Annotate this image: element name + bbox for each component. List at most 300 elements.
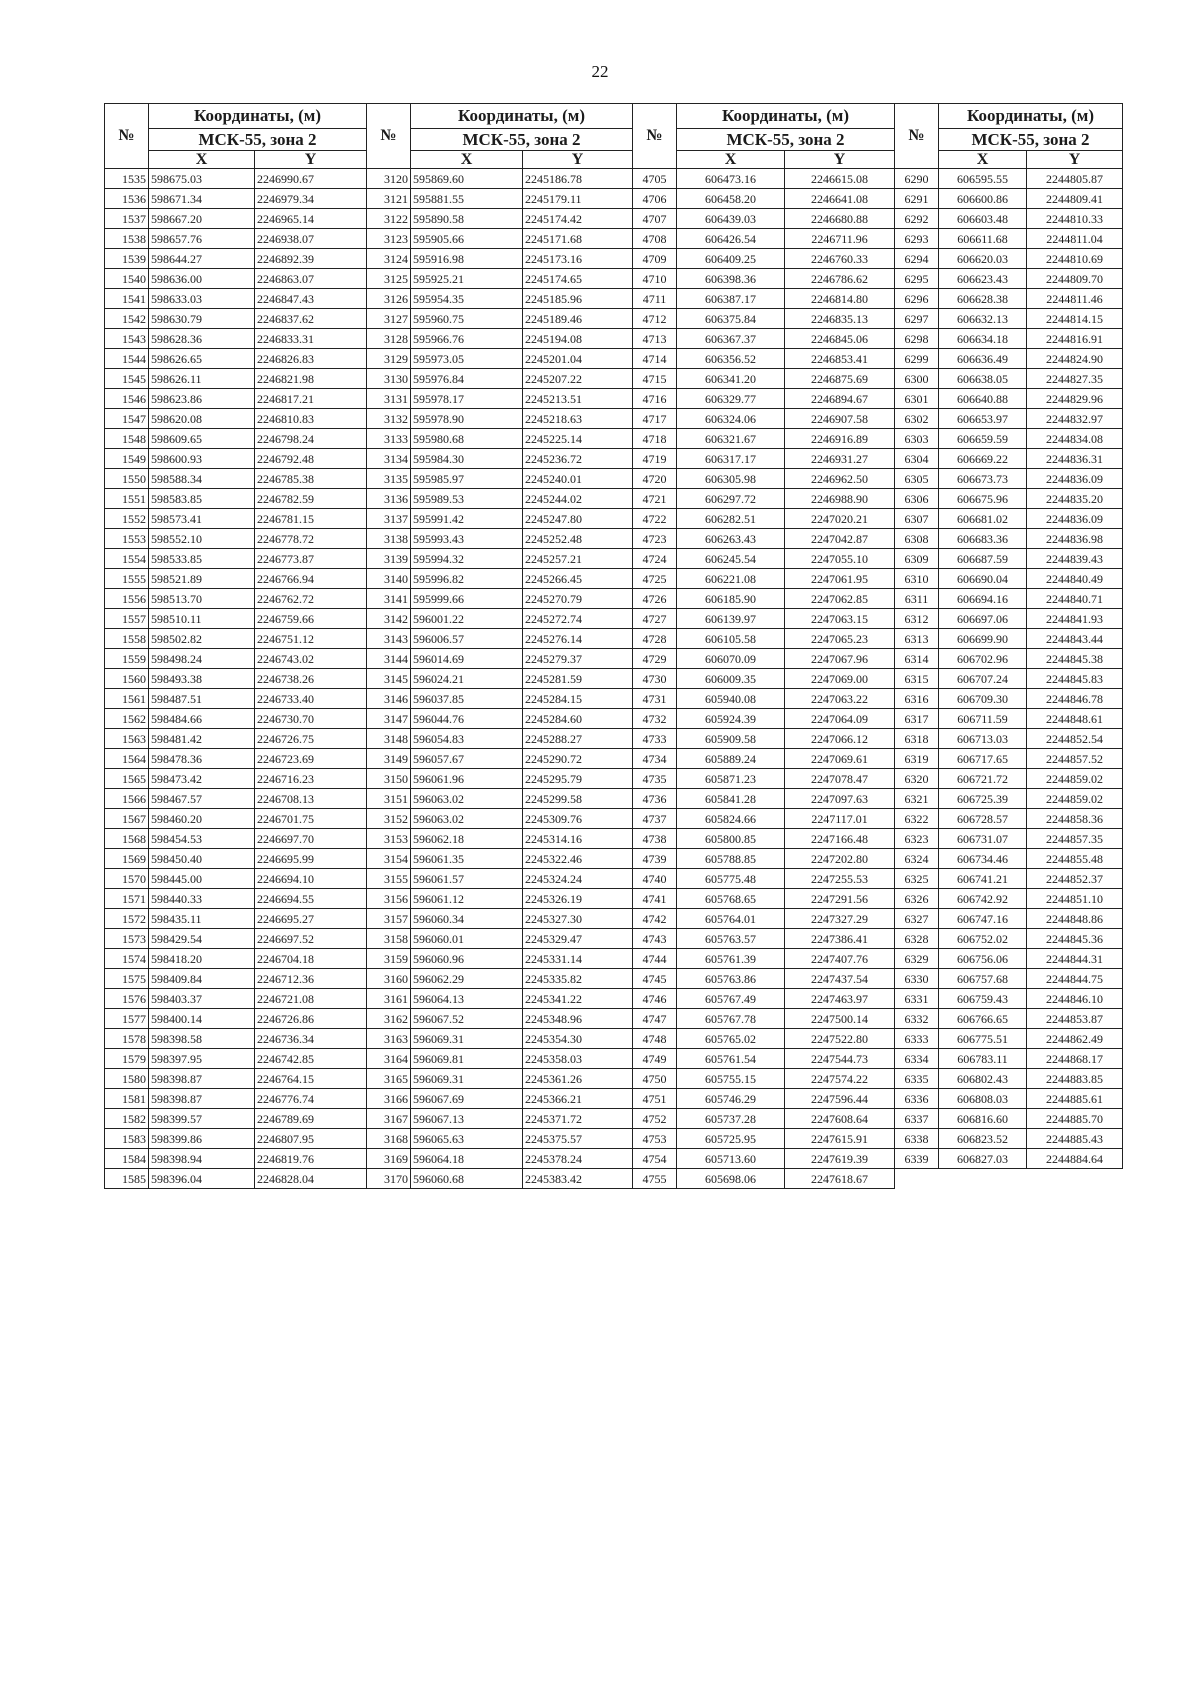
x-coordinate: 606638.05: [939, 369, 1027, 389]
point-number: 3127: [367, 309, 411, 329]
y-coordinate: 2245240.01: [523, 469, 633, 489]
y-coordinate: 2247055.10: [785, 549, 895, 569]
x-coordinate: 598396.04: [149, 1169, 255, 1189]
x-coordinate: 598573.41: [149, 509, 255, 529]
y-coordinate: 2244836.09: [1027, 469, 1123, 489]
point-number: 4728: [633, 629, 677, 649]
point-number: 6291: [895, 189, 939, 209]
point-number: 1546: [105, 389, 149, 409]
x-coordinate: 606620.03: [939, 249, 1027, 269]
point-number: 3167: [367, 1109, 411, 1129]
point-number: 1536: [105, 189, 149, 209]
x-coordinate: 606808.03: [939, 1089, 1027, 1109]
y-coordinate: 2246807.95: [255, 1129, 367, 1149]
x-coordinate: 606713.03: [939, 729, 1027, 749]
point-number: 4719: [633, 449, 677, 469]
x-coordinate: 605841.28: [677, 789, 785, 809]
y-coordinate: 2245201.04: [523, 349, 633, 369]
y-coordinate: 2246695.99: [255, 849, 367, 869]
x-coordinate: 596060.01: [411, 929, 523, 949]
x-coordinate: 606473.16: [677, 169, 785, 189]
y-coordinate: 2245375.57: [523, 1129, 633, 1149]
x-coordinate: 596067.69: [411, 1089, 523, 1109]
point-number: 4721: [633, 489, 677, 509]
point-number: 3152: [367, 809, 411, 829]
y-coordinate: 2244824.90: [1027, 349, 1123, 369]
y-coordinate: 2246916.89: [785, 429, 895, 449]
point-number: 6314: [895, 649, 939, 669]
point-number: 3158: [367, 929, 411, 949]
point-number: 6324: [895, 849, 939, 869]
y-coordinate: 2246826.83: [255, 349, 367, 369]
x-coordinate: 606699.90: [939, 629, 1027, 649]
point-number: 1548: [105, 429, 149, 449]
x-coordinate: 606329.77: [677, 389, 785, 409]
y-coordinate: 2247067.96: [785, 649, 895, 669]
point-number: 4742: [633, 909, 677, 929]
point-number: 1566: [105, 789, 149, 809]
x-coordinate: 606775.51: [939, 1029, 1027, 1049]
point-number: 6330: [895, 969, 939, 989]
point-number: 3151: [367, 789, 411, 809]
point-number: 1539: [105, 249, 149, 269]
table-row: [105, 829, 1123, 849]
x-coordinate: 598644.27: [149, 249, 255, 269]
y-coordinate: 2247522.80: [785, 1029, 895, 1049]
y-coordinate: 2245266.45: [523, 569, 633, 589]
x-coordinate: 596064.18: [411, 1149, 523, 1169]
point-number: 4727: [633, 609, 677, 629]
empty-cell: [895, 1169, 939, 1189]
point-number: 4724: [633, 549, 677, 569]
y-coordinate: 2245185.96: [523, 289, 633, 309]
coords-header-title: Координаты, (м): [149, 104, 367, 129]
point-number: 1580: [105, 1069, 149, 1089]
y-coordinate: 2246697.70: [255, 829, 367, 849]
x-coordinate: 598484.66: [149, 709, 255, 729]
y-coordinate: 2246821.98: [255, 369, 367, 389]
y-coordinate: 2245290.72: [523, 749, 633, 769]
y-coordinate: 2246694.10: [255, 869, 367, 889]
point-number: 1561: [105, 689, 149, 709]
y-coordinate: 2245329.47: [523, 929, 633, 949]
point-number: 6305: [895, 469, 939, 489]
point-number: 6338: [895, 1129, 939, 1149]
x-coordinate: 595993.43: [411, 529, 523, 549]
y-coordinate: 2246615.08: [785, 169, 895, 189]
y-coordinate: 2246766.94: [255, 569, 367, 589]
x-coordinate: 595890.58: [411, 209, 523, 229]
y-coordinate: 2245295.79: [523, 769, 633, 789]
x-coordinate: 606603.48: [939, 209, 1027, 229]
x-coordinate: 596069.81: [411, 1049, 523, 1069]
point-number: 4718: [633, 429, 677, 449]
x-coordinate: 606827.03: [939, 1149, 1027, 1169]
x-coordinate: 596069.31: [411, 1029, 523, 1049]
x-coordinate: 598510.11: [149, 609, 255, 629]
point-number: 4717: [633, 409, 677, 429]
num-header: №: [367, 104, 411, 169]
y-coordinate: 2246716.23: [255, 769, 367, 789]
x-coordinate: 598588.34: [149, 469, 255, 489]
y-coordinate: 2244840.49: [1027, 569, 1123, 589]
point-number: 6317: [895, 709, 939, 729]
point-number: 3160: [367, 969, 411, 989]
x-coordinate: 605775.48: [677, 869, 785, 889]
y-coordinate: 2244852.54: [1027, 729, 1123, 749]
x-coordinate: 595960.75: [411, 309, 523, 329]
point-number: 1549: [105, 449, 149, 469]
point-number: 6300: [895, 369, 939, 389]
point-number: 3125: [367, 269, 411, 289]
point-number: 6311: [895, 589, 939, 609]
x-coordinate: 598429.54: [149, 929, 255, 949]
x-coordinate: 605698.06: [677, 1169, 785, 1189]
x-coordinate: 606757.68: [939, 969, 1027, 989]
x-coordinate: 598623.86: [149, 389, 255, 409]
y-coordinate: 2246762.72: [255, 589, 367, 609]
y-coordinate: 2247574.22: [785, 1069, 895, 1089]
y-coordinate: 2245314.16: [523, 829, 633, 849]
table-row: [105, 889, 1123, 909]
point-number: 4720: [633, 469, 677, 489]
point-number: 3164: [367, 1049, 411, 1069]
y-coordinate: 2246781.15: [255, 509, 367, 529]
x-coordinate: 598626.65: [149, 349, 255, 369]
y-coordinate: 2245272.74: [523, 609, 633, 629]
point-number: 4708: [633, 229, 677, 249]
y-coordinate: 2245252.48: [523, 529, 633, 549]
y-coordinate: 2245213.51: [523, 389, 633, 409]
y-coordinate: 2244809.41: [1027, 189, 1123, 209]
point-number: 1540: [105, 269, 149, 289]
x-coordinate: 606752.02: [939, 929, 1027, 949]
point-number: 4736: [633, 789, 677, 809]
y-coordinate: 2245378.24: [523, 1149, 633, 1169]
point-number: 3159: [367, 949, 411, 969]
x-coordinate: 606632.13: [939, 309, 1027, 329]
y-coordinate: 2246776.74: [255, 1089, 367, 1109]
y-coordinate: 2246965.14: [255, 209, 367, 229]
y-coordinate: 2246738.26: [255, 669, 367, 689]
coordinates-table: [104, 103, 1123, 1189]
x-coordinate: 606321.67: [677, 429, 785, 449]
y-coordinate: 2245174.65: [523, 269, 633, 289]
point-number: 4754: [633, 1149, 677, 1169]
x-coordinate: 598657.76: [149, 229, 255, 249]
y-coordinate: 2246875.69: [785, 369, 895, 389]
point-number: 1535: [105, 169, 149, 189]
x-coordinate: 605800.85: [677, 829, 785, 849]
point-number: 1582: [105, 1109, 149, 1129]
y-coordinate: 2244839.43: [1027, 549, 1123, 569]
y-coordinate: 2246726.75: [255, 729, 367, 749]
x-coordinate: 596037.85: [411, 689, 523, 709]
table-row: [105, 789, 1123, 809]
y-coordinate: 2246938.07: [255, 229, 367, 249]
y-coordinate: 2244845.38: [1027, 649, 1123, 669]
y-coordinate: 2246743.02: [255, 649, 367, 669]
point-number: 4714: [633, 349, 677, 369]
x-coordinate: 595966.76: [411, 329, 523, 349]
x-coordinate: 606600.86: [939, 189, 1027, 209]
x-coordinate: 598398.87: [149, 1069, 255, 1089]
point-number: 6294: [895, 249, 939, 269]
point-number: 1545: [105, 369, 149, 389]
point-number: 6296: [895, 289, 939, 309]
y-coordinate: 2247615.91: [785, 1129, 895, 1149]
y-coordinate: 2246708.13: [255, 789, 367, 809]
table-row: [105, 969, 1123, 989]
point-number: 4711: [633, 289, 677, 309]
table-row: [105, 1109, 1123, 1129]
point-number: 6336: [895, 1089, 939, 1109]
x-coordinate: 606711.59: [939, 709, 1027, 729]
x-coordinate: 598487.51: [149, 689, 255, 709]
y-coordinate: 2245371.72: [523, 1109, 633, 1129]
point-number: 1570: [105, 869, 149, 889]
x-coordinate: 595869.60: [411, 169, 523, 189]
y-coordinate: 2245194.08: [523, 329, 633, 349]
x-coordinate: 595978.90: [411, 409, 523, 429]
point-number: 3128: [367, 329, 411, 349]
page-number: 22: [591, 62, 609, 81]
point-number: 3123: [367, 229, 411, 249]
point-number: 6293: [895, 229, 939, 249]
x-coordinate: 595978.17: [411, 389, 523, 409]
table-row: [105, 1029, 1123, 1049]
table-row: [105, 429, 1123, 449]
x-coordinate: 596024.21: [411, 669, 523, 689]
y-coordinate: 2246837.62: [255, 309, 367, 329]
x-coordinate: 598609.65: [149, 429, 255, 449]
x-coordinate: 605761.54: [677, 1049, 785, 1069]
y-coordinate: 2246712.36: [255, 969, 367, 989]
y-coordinate: 2245341.22: [523, 989, 633, 1009]
y-coordinate: 2246979.34: [255, 189, 367, 209]
x-coordinate: 606669.22: [939, 449, 1027, 469]
point-number: 3170: [367, 1169, 411, 1189]
y-coordinate: 2246759.66: [255, 609, 367, 629]
x-coordinate: 596061.35: [411, 849, 523, 869]
x-coordinate: 605768.65: [677, 889, 785, 909]
x-coordinate: 598473.42: [149, 769, 255, 789]
y-coordinate: 2244846.78: [1027, 689, 1123, 709]
point-number: 1537: [105, 209, 149, 229]
x-coordinate: 606139.97: [677, 609, 785, 629]
y-coordinate: 2245207.22: [523, 369, 633, 389]
point-number: 6319: [895, 749, 939, 769]
point-number: 3132: [367, 409, 411, 429]
y-coordinate: 2244809.70: [1027, 269, 1123, 289]
x-coordinate: 596067.13: [411, 1109, 523, 1129]
x-coordinate: 606282.51: [677, 509, 785, 529]
y-coordinate: 2246641.08: [785, 189, 895, 209]
x-coordinate: 595999.66: [411, 589, 523, 609]
x-coordinate: 595925.21: [411, 269, 523, 289]
point-number: 4723: [633, 529, 677, 549]
y-coordinate: 2244841.93: [1027, 609, 1123, 629]
x-header: X: [939, 151, 1027, 169]
point-number: 1544: [105, 349, 149, 369]
y-coordinate: 2244851.10: [1027, 889, 1123, 909]
x-coordinate: 598502.82: [149, 629, 255, 649]
point-number: 3129: [367, 349, 411, 369]
y-coordinate: 2247618.67: [785, 1169, 895, 1189]
table-row: [105, 849, 1123, 869]
y-coordinate: 2245335.82: [523, 969, 633, 989]
y-coordinate: 2244855.48: [1027, 849, 1123, 869]
y-coordinate: 2245284.60: [523, 709, 633, 729]
y-coordinate: 2245383.42: [523, 1169, 633, 1189]
point-number: 4726: [633, 589, 677, 609]
y-coordinate: 2245309.76: [523, 809, 633, 829]
x-coordinate: 598552.10: [149, 529, 255, 549]
point-number: 6335: [895, 1069, 939, 1089]
y-coordinate: 2244810.69: [1027, 249, 1123, 269]
point-number: 1565: [105, 769, 149, 789]
y-coordinate: 2247386.41: [785, 929, 895, 949]
table-row: [105, 949, 1123, 969]
y-coordinate: 2247069.61: [785, 749, 895, 769]
x-coordinate: 605725.95: [677, 1129, 785, 1149]
y-coordinate: 2245186.78: [523, 169, 633, 189]
y-coordinate: 2247596.44: [785, 1089, 895, 1109]
point-number: 6339: [895, 1149, 939, 1169]
table-row: [105, 489, 1123, 509]
table-row: [105, 289, 1123, 309]
x-coordinate: 606675.96: [939, 489, 1027, 509]
x-coordinate: 596006.57: [411, 629, 523, 649]
x-coordinate: 606653.97: [939, 409, 1027, 429]
x-coordinate: 598671.34: [149, 189, 255, 209]
point-number: 1552: [105, 509, 149, 529]
x-coordinate: 606783.11: [939, 1049, 1027, 1069]
y-coordinate: 2245324.24: [523, 869, 633, 889]
y-coordinate: 2245279.37: [523, 649, 633, 669]
x-coordinate: 598435.11: [149, 909, 255, 929]
y-header: Y: [255, 151, 367, 169]
y-coordinate: 2245189.46: [523, 309, 633, 329]
num-header: №: [633, 104, 677, 169]
y-coordinate: 2245236.72: [523, 449, 633, 469]
x-coordinate: 598600.93: [149, 449, 255, 469]
y-coordinate: 2244857.35: [1027, 829, 1123, 849]
x-coordinate: 598583.85: [149, 489, 255, 509]
y-coordinate: 2246789.69: [255, 1109, 367, 1129]
x-coordinate: 595973.05: [411, 349, 523, 369]
point-number: 4722: [633, 509, 677, 529]
point-number: 1553: [105, 529, 149, 549]
point-number: 1560: [105, 669, 149, 689]
y-coordinate: 2244859.02: [1027, 769, 1123, 789]
point-number: 1567: [105, 809, 149, 829]
x-coordinate: 606690.04: [939, 569, 1027, 589]
x-coordinate: 606766.65: [939, 1009, 1027, 1029]
y-coordinate: 2245354.30: [523, 1029, 633, 1049]
point-number: 4733: [633, 729, 677, 749]
point-number: 1571: [105, 889, 149, 909]
x-coordinate: 606317.17: [677, 449, 785, 469]
y-coordinate: 2247291.56: [785, 889, 895, 909]
x-coordinate: 606673.73: [939, 469, 1027, 489]
y-coordinate: 2246835.13: [785, 309, 895, 329]
y-coordinate: 2247544.73: [785, 1049, 895, 1069]
y-coordinate: 2244834.08: [1027, 429, 1123, 449]
y-coordinate: 2245225.14: [523, 429, 633, 449]
x-coordinate: 606263.43: [677, 529, 785, 549]
y-coordinate: 2247065.23: [785, 629, 895, 649]
table-row: [105, 689, 1123, 709]
point-number: 1583: [105, 1129, 149, 1149]
table-row: [105, 1069, 1123, 1089]
point-number: 1568: [105, 829, 149, 849]
y-coordinate: 2246733.40: [255, 689, 367, 709]
x-coordinate: 598409.84: [149, 969, 255, 989]
y-coordinate: 2245366.21: [523, 1089, 633, 1109]
x-coordinate: 595980.68: [411, 429, 523, 449]
x-coordinate: 598620.08: [149, 409, 255, 429]
point-number: 1543: [105, 329, 149, 349]
x-coordinate: 595985.97: [411, 469, 523, 489]
x-coordinate: 606702.96: [939, 649, 1027, 669]
y-coordinate: 2244852.37: [1027, 869, 1123, 889]
table-row: [105, 1049, 1123, 1069]
point-number: 4738: [633, 829, 677, 849]
x-coordinate: 606623.43: [939, 269, 1027, 289]
x-coordinate: 596014.69: [411, 649, 523, 669]
point-number: 6307: [895, 509, 939, 529]
point-number: 3124: [367, 249, 411, 269]
point-number: 3138: [367, 529, 411, 549]
coords-header-title: Координаты, (м): [677, 104, 895, 129]
y-coordinate: 2245348.96: [523, 1009, 633, 1029]
point-number: 4713: [633, 329, 677, 349]
y-header: Y: [523, 151, 633, 169]
y-coordinate: 2246711.96: [785, 229, 895, 249]
y-coordinate: 2247064.09: [785, 709, 895, 729]
point-number: 3126: [367, 289, 411, 309]
point-number: 1577: [105, 1009, 149, 1029]
x-coordinate: 598675.03: [149, 169, 255, 189]
x-coordinate: 598467.57: [149, 789, 255, 809]
y-coordinate: 2245173.16: [523, 249, 633, 269]
table-row: [105, 769, 1123, 789]
x-coordinate: 606802.43: [939, 1069, 1027, 1089]
y-coordinate: 2246988.90: [785, 489, 895, 509]
x-coordinate: 598521.89: [149, 569, 255, 589]
point-number: 1547: [105, 409, 149, 429]
table-row: [105, 529, 1123, 549]
point-number: 3139: [367, 549, 411, 569]
y-coordinate: 2245174.42: [523, 209, 633, 229]
point-number: 4747: [633, 1009, 677, 1029]
table-row: [105, 989, 1123, 1009]
x-coordinate: 605871.23: [677, 769, 785, 789]
point-number: 6328: [895, 929, 939, 949]
point-number: 1585: [105, 1169, 149, 1189]
point-number: 4730: [633, 669, 677, 689]
table-row: [105, 589, 1123, 609]
point-number: 3135: [367, 469, 411, 489]
x-coordinate: 606694.16: [939, 589, 1027, 609]
point-number: 3146: [367, 689, 411, 709]
point-number: 6295: [895, 269, 939, 289]
x-coordinate: 606409.25: [677, 249, 785, 269]
x-coordinate: 598398.94: [149, 1149, 255, 1169]
x-coordinate: 606823.52: [939, 1129, 1027, 1149]
y-coordinate: 2247042.87: [785, 529, 895, 549]
